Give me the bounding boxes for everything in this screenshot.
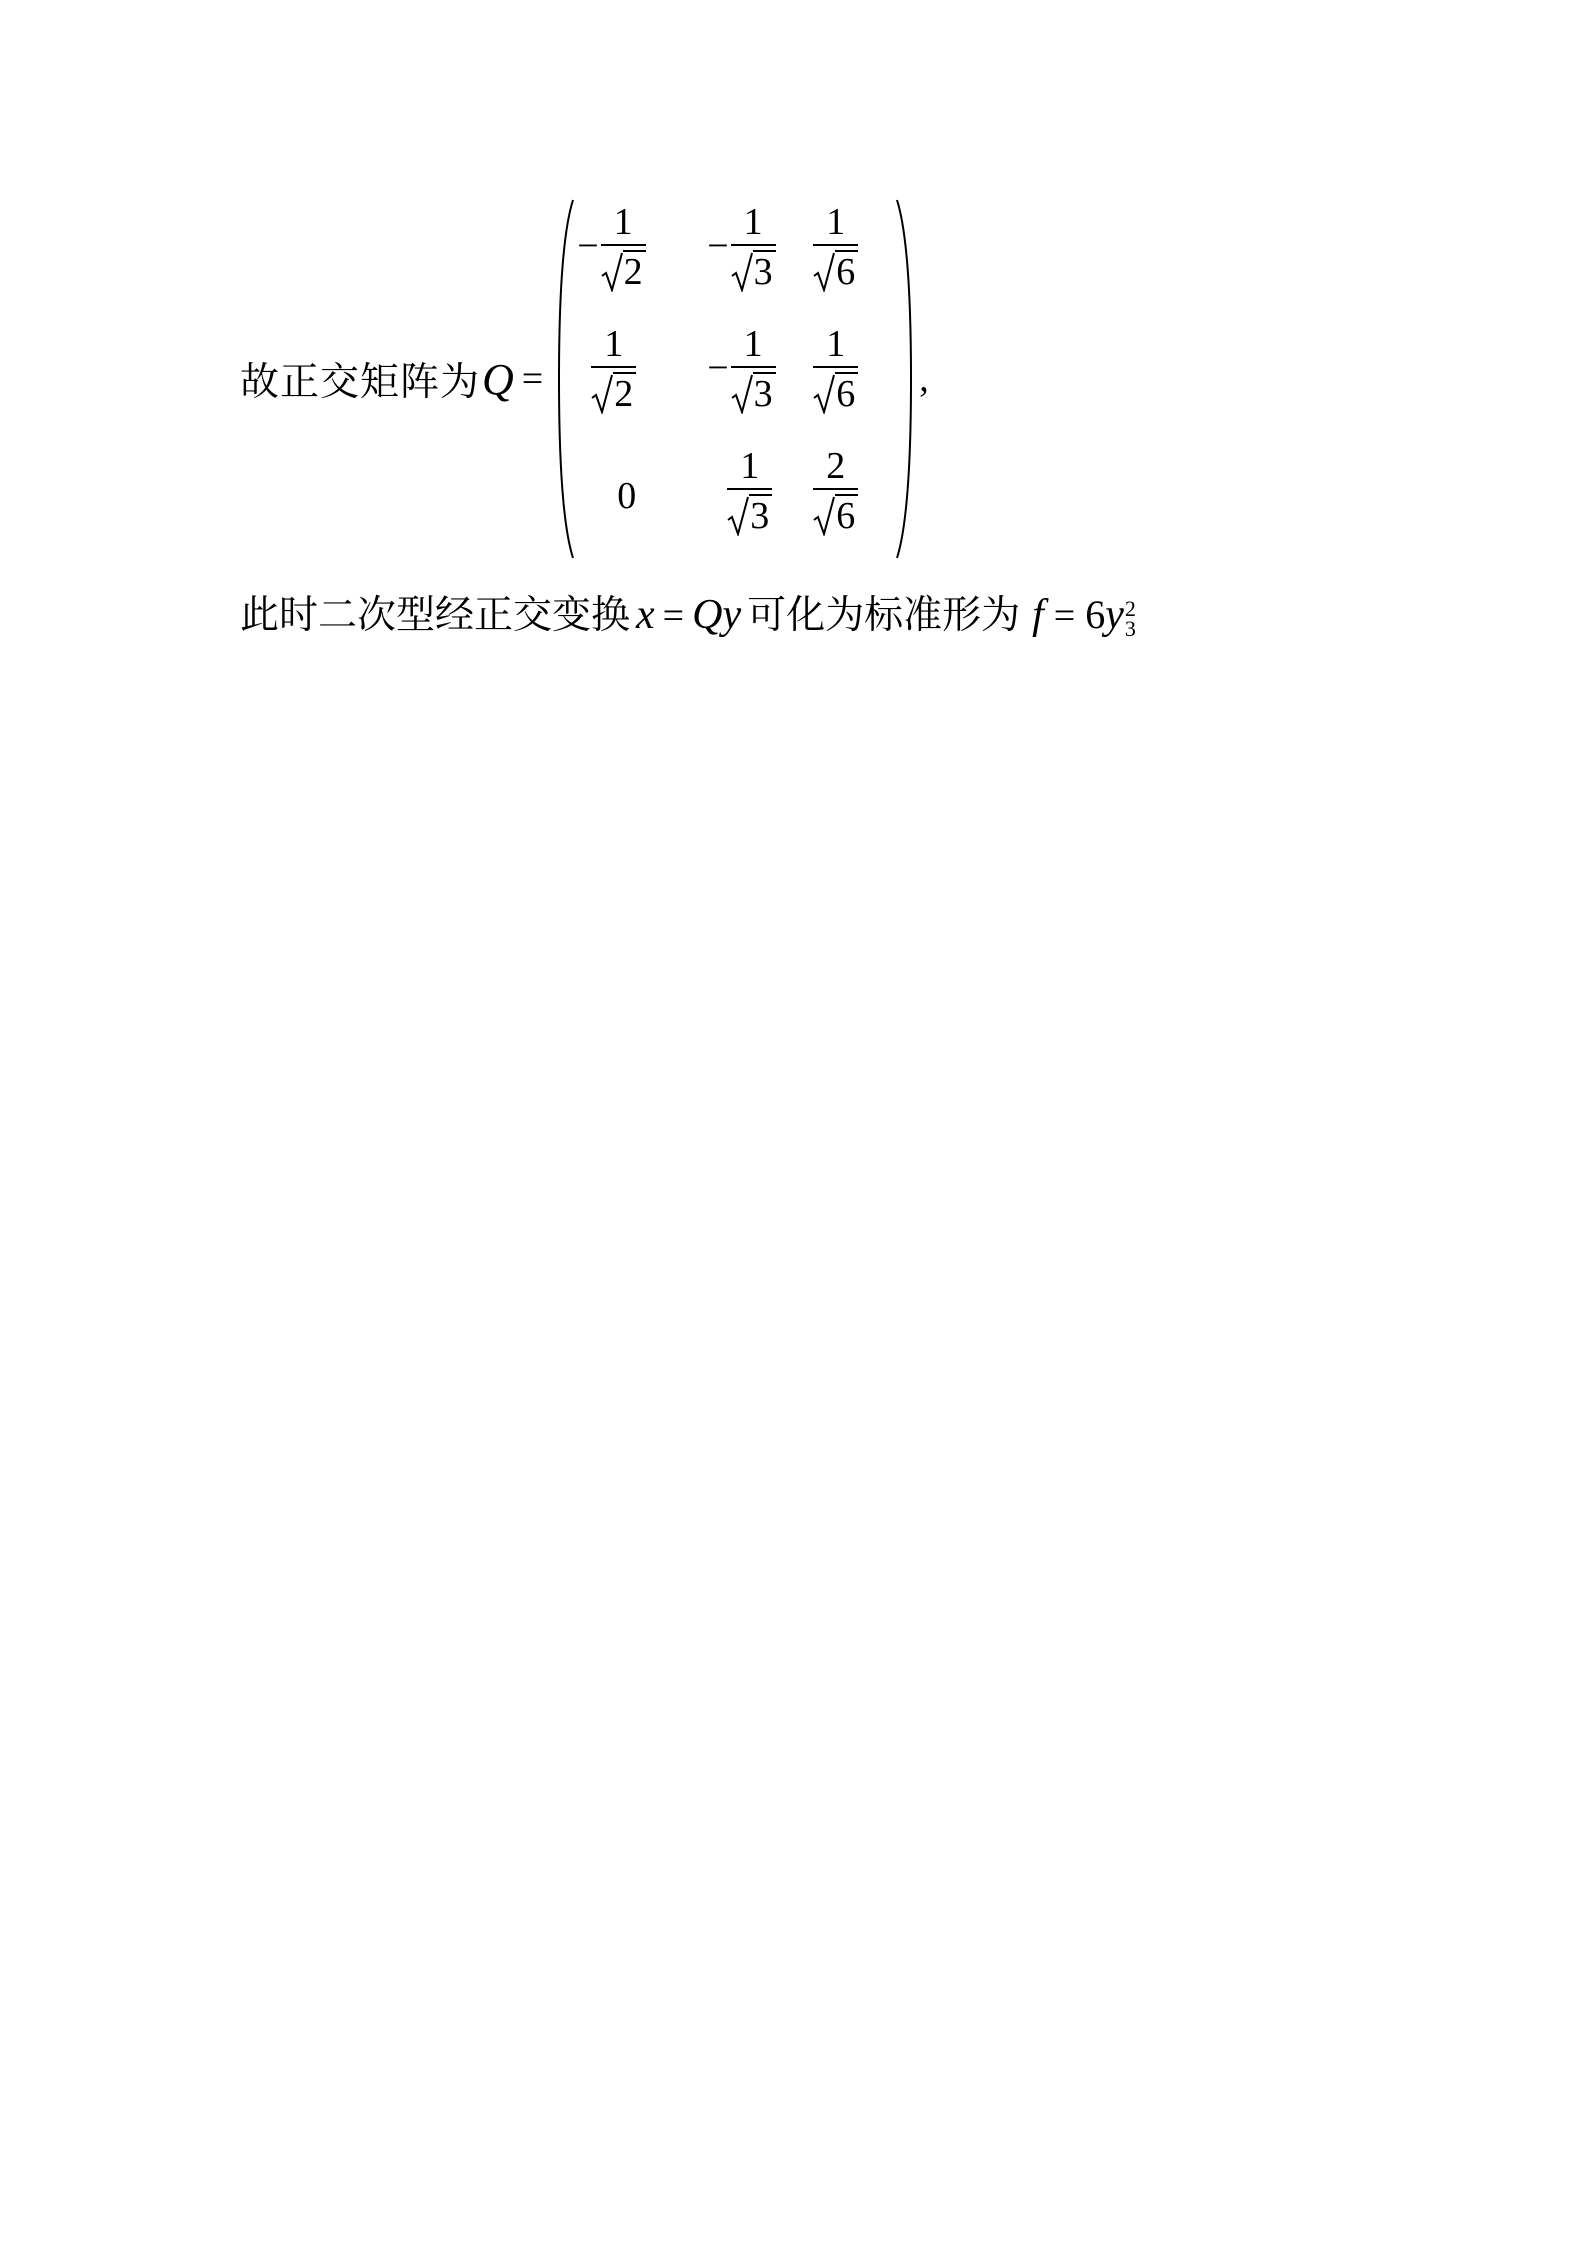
sqrt-icon <box>727 496 749 536</box>
matrix-cell-r1c2 <box>707 200 775 292</box>
var-f: f <box>1032 592 1044 638</box>
fraction-bar <box>813 244 858 246</box>
matrix-cell-r2c1 <box>591 322 636 414</box>
matrix-symbol-q: Q <box>482 354 514 404</box>
minus-sign: − <box>707 347 729 389</box>
subscript: 3 <box>1124 616 1136 641</box>
denominator <box>727 494 772 536</box>
numerator: 1 <box>743 201 763 243</box>
fraction-bar <box>813 366 858 368</box>
matrix-q <box>555 198 915 560</box>
sqrt-icon <box>813 374 835 414</box>
radicand: 3 <box>753 250 776 292</box>
radicand: 6 <box>835 250 858 292</box>
coefficient: 6 <box>1085 592 1106 637</box>
zero-value: 0 <box>617 475 637 517</box>
fraction-bar <box>813 488 858 490</box>
numerator: 1 <box>613 201 633 243</box>
var-x: x <box>636 592 655 638</box>
numerator: 1 <box>826 323 846 365</box>
fraction-bar <box>601 244 646 246</box>
fraction <box>727 444 772 536</box>
text-a: 此时二次型经正交变换 <box>240 593 631 638</box>
fraction-bar <box>731 244 776 246</box>
numerator: 1 <box>743 323 763 365</box>
denominator <box>601 250 646 292</box>
radicand: 2 <box>613 372 636 414</box>
equals-sign: = <box>662 595 685 637</box>
radicand: 6 <box>835 372 858 414</box>
fraction-bar <box>731 366 776 368</box>
numerator: 1 <box>740 445 760 487</box>
denominator <box>813 372 858 414</box>
standard-form-line <box>240 584 1136 640</box>
lead-text: 故正交矩阵为 <box>240 360 481 405</box>
radicand: 3 <box>749 494 772 536</box>
var-qy: Qy <box>692 592 742 638</box>
minus-sign: − <box>707 225 729 267</box>
matrix-cell-r1c1 <box>577 200 645 292</box>
matrix-cell-r1c3 <box>813 200 858 292</box>
right-paren <box>893 198 915 560</box>
trailing-comma: , <box>919 358 929 400</box>
matrix-cell-r3c3 <box>813 444 858 536</box>
superscript: 2 <box>1124 596 1136 621</box>
numerator: 2 <box>826 445 846 487</box>
fraction <box>601 200 646 292</box>
sqrt-icon <box>731 374 753 414</box>
text-b: 可化为标准形为 <box>747 593 1021 638</box>
left-paren <box>555 198 577 560</box>
numerator: 1 <box>604 323 624 365</box>
sqrt-icon <box>813 252 835 292</box>
sqrt-icon <box>731 252 753 292</box>
sqrt-icon <box>813 496 835 536</box>
matrix-cell-r3c1 <box>617 474 636 518</box>
fraction <box>813 322 858 414</box>
var-y: y <box>1105 592 1124 638</box>
sqrt-icon <box>591 374 613 414</box>
fraction <box>731 200 776 292</box>
radicand: 6 <box>835 494 858 536</box>
fraction <box>731 322 776 414</box>
fraction <box>813 200 858 292</box>
orthogonal-matrix-line <box>240 198 929 560</box>
radicand: 3 <box>753 372 776 414</box>
denominator <box>591 372 636 414</box>
equals-sign: = <box>521 358 544 400</box>
matrix-cell-r2c2 <box>707 322 775 414</box>
numerator: 1 <box>826 201 846 243</box>
denominator <box>731 250 776 292</box>
matrix-cell-r3c2 <box>727 444 772 536</box>
fraction-bar <box>591 366 636 368</box>
matrix-cells <box>577 198 893 560</box>
matrix-cell-r2c3 <box>813 322 858 414</box>
fraction <box>591 322 636 414</box>
minus-sign: − <box>577 225 599 267</box>
denominator <box>813 494 858 536</box>
equals-sign-2: = <box>1053 595 1076 637</box>
denominator <box>731 372 776 414</box>
radicand: 2 <box>623 250 646 292</box>
sqrt-icon <box>601 252 623 292</box>
denominator <box>813 250 858 292</box>
fraction-bar <box>727 488 772 490</box>
fraction <box>813 444 858 536</box>
sup-sub <box>1124 596 1136 641</box>
